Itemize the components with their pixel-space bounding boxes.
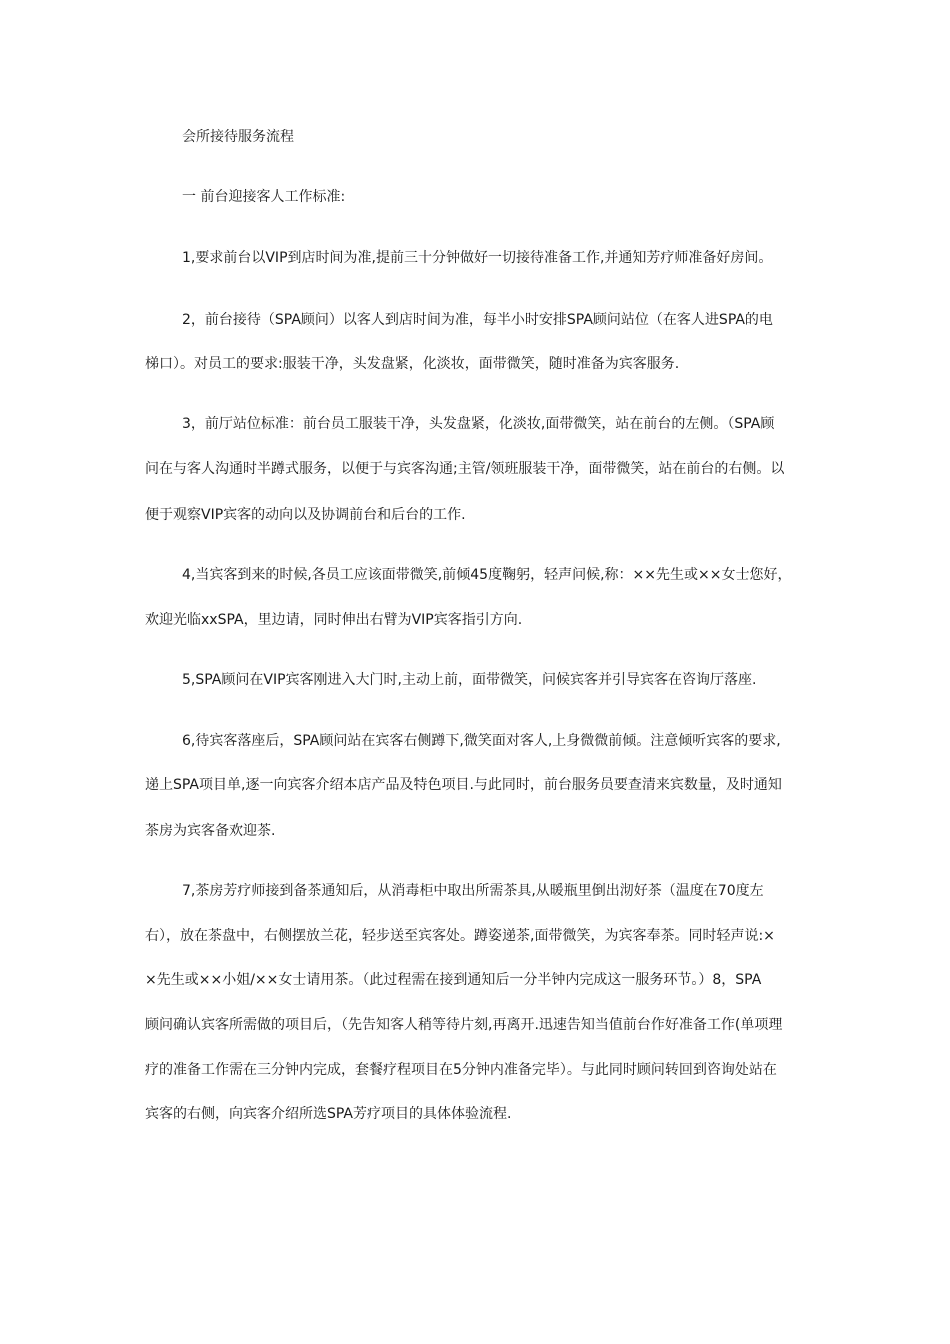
paragraph-line: ×先生或××小姐/××女士请用茶。（此过程需在接到通知后一分半钟内完成这一服务环节。）8，SPA [145,972,762,988]
paragraph-line: 1,要求前台以VIP到店时间为准,提前三十分钟做好一切接待准备工作,并通知芳疗师准备好房间。 [182,250,773,266]
paragraph-line: 顾问确认宾客所需做的项目后，（先告知客人稍等待片刻,再离开.迅速告知当值前台作好准备工作(单项理 [145,1017,783,1033]
paragraph-line: 梯口）。对员工的要求:服装干净，头发盘紧，化淡妆，面带微笑，随时准备为宾客服务. [145,356,680,372]
paragraph-line: 茶房为宾客备欢迎茶. [145,823,276,839]
paragraph-line: 欢迎光临xxSPA，里边请，同时伸出右臂为VIP宾客指引方向. [145,612,523,628]
paragraph-line: 3，前厅站位标准：前台员工服装干净，头发盘紧，化淡妆,面带微笑，站在前台的左侧。（SPA顾 [182,416,775,432]
document-title: 会所接待服务流程 [182,129,294,145]
paragraph-line: 4,当宾客到来的时候,各员工应该面带微笑,前倾45度鞠躬，轻声问候,称：××先生或××女士您好， [182,567,792,583]
paragraph-line: 右），放在茶盘中，右侧摆放兰花，轻步送至宾客处。蹲姿递茶,面带微笑，为宾客奉茶。同时轻声说:× [145,928,775,944]
paragraph-line: 2，前台接待（SPA顾问）以客人到店时间为准，每半小时安排SPA顾问站位（在客人进SPA的电 [182,312,773,328]
paragraph-line: 递上SPA项目单,逐一向宾客介绍本店产品及特色项目.与此同时，前台服务员要查清来宾数量，及时通知 [145,777,782,793]
paragraph-line: 6,待宾客落座后，SPA顾问站在宾客右侧蹲下,微笑面对客人,上身微微前倾。注意倾听宾客的要求, [182,733,781,749]
paragraph-line: 7,茶房芳疗师接到备茶通知后，从消毒柜中取出所需茶具,从暖瓶里倒出沏好茶（温度在70度左 [182,883,764,899]
paragraph-line: 问在与客人沟通时半蹲式服务，以便于与宾客沟通;主管/领班服装干净，面带微笑，站在前台的右侧。以 [145,461,785,477]
paragraph-line: 5,SPA顾问在VIP宾客刚进入大门时,主动上前，面带微笑，问候宾客并引导宾客在咨询厅落座. [182,672,757,688]
paragraph-line: 宾客的右侧，向宾客介绍所选SPA芳疗项目的具体体验流程. [145,1106,512,1122]
paragraph-line: 疗的准备工作需在三分钟内完成，套餐疗程项目在5分钟内准备完毕）。与此同时顾问转回到咨询处站在 [145,1062,777,1078]
paragraph-line: 便于观察VIP宾客的动向以及协调前台和后台的工作. [145,507,466,523]
section-heading: 一 前台迎接客人工作标准: [182,189,346,205]
